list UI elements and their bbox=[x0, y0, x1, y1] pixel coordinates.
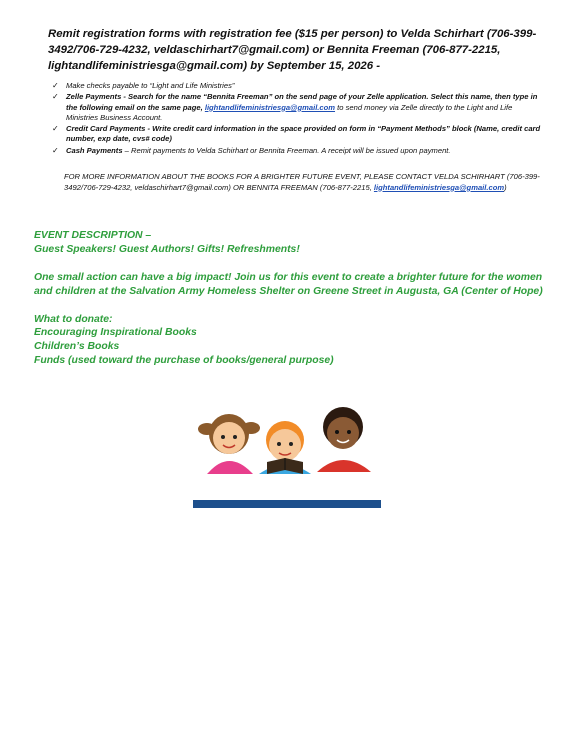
list-item bbox=[52, 146, 542, 156]
check-payable-text: Make checks payable to “Light and Life Ministries” bbox=[66, 81, 235, 90]
list-item bbox=[52, 81, 542, 91]
contact-email-link[interactable]: lightandlifeministriesga@gmail.com bbox=[373, 182, 505, 192]
cash-label: Cash Payments bbox=[66, 145, 123, 155]
contact-close: ) bbox=[504, 182, 507, 192]
list-item bbox=[52, 92, 542, 123]
donate-item: Children’s Books bbox=[34, 341, 120, 352]
checkmark-icon: ✓ bbox=[52, 145, 59, 155]
registration-heading: Remit registration forms with registration fee ($15 per person) to Velda Schirhart (706-399-3492/706-729-4232, veldaschirhart7@gmail.com) or Bennita Freeman (706-877-2215, lightandlifeministriesga@gmail.com) by September 15, 2026 - bbox=[48, 28, 537, 72]
event-highlights: Guest Speakers! Guest Authors! Gifts! Refreshments! bbox=[34, 244, 300, 255]
zelle-email-link[interactable]: lightandlifeministriesga@gmail.com bbox=[204, 102, 336, 112]
event-description: One small action can have a big impact! Join us for this event to create a brighter future for the women and children at the Salvation Army Homeless Shelter on Greene Street in Augusta, GA (Center of Hope) bbox=[34, 272, 543, 297]
credit-label: Credit Card Payments bbox=[66, 124, 146, 134]
illustration-banner bbox=[193, 500, 381, 508]
checkmark-icon: ✓ bbox=[52, 92, 59, 102]
contact-info bbox=[64, 172, 544, 193]
event-title: EVENT DESCRIPTION – bbox=[34, 230, 152, 241]
credit-text: - Write credit card information in the space provided on form in “Payment Methods” block (Name, credit card number, exp date, cvs# code) bbox=[66, 124, 541, 144]
zelle-text: - Search for the name “Bennita Freeman” on the send page of your Zelle application. Select this name, then type in the following email on the same page, bbox=[66, 92, 538, 112]
checkmark-icon: ✓ bbox=[52, 124, 59, 134]
checkmark-icon: ✓ bbox=[52, 81, 59, 90]
list-item bbox=[52, 124, 542, 145]
children-reading-book-illustration bbox=[193, 382, 381, 508]
payment-methods-list bbox=[52, 81, 542, 157]
zelle-text-after: to send money via Zelle directly to the Light and Life Ministries Business Account. bbox=[66, 102, 513, 122]
cash-text: – Remit payments to Velda Schirhart or Bennita Freeman. A receipt will be issued upon payment. bbox=[122, 145, 451, 155]
donate-title: What to donate: bbox=[34, 314, 113, 325]
donate-item: Funds (used toward the purchase of books/general purpose) bbox=[34, 355, 334, 366]
contact-text: FOR MORE INFORMATION ABOUT THE BOOKS FOR A BRIGHTER FUTURE EVENT, PLEASE CONTACT VELDA SCHIRHART (706-399-3492/706-729-4232, veldaschirhart7@gmail.com) OR BENNITA FREEMAN (706-877-2215, bbox=[64, 172, 540, 192]
donate-item: Encouraging Inspirational Books bbox=[34, 327, 197, 338]
zelle-label: Zelle Payments bbox=[66, 92, 122, 102]
